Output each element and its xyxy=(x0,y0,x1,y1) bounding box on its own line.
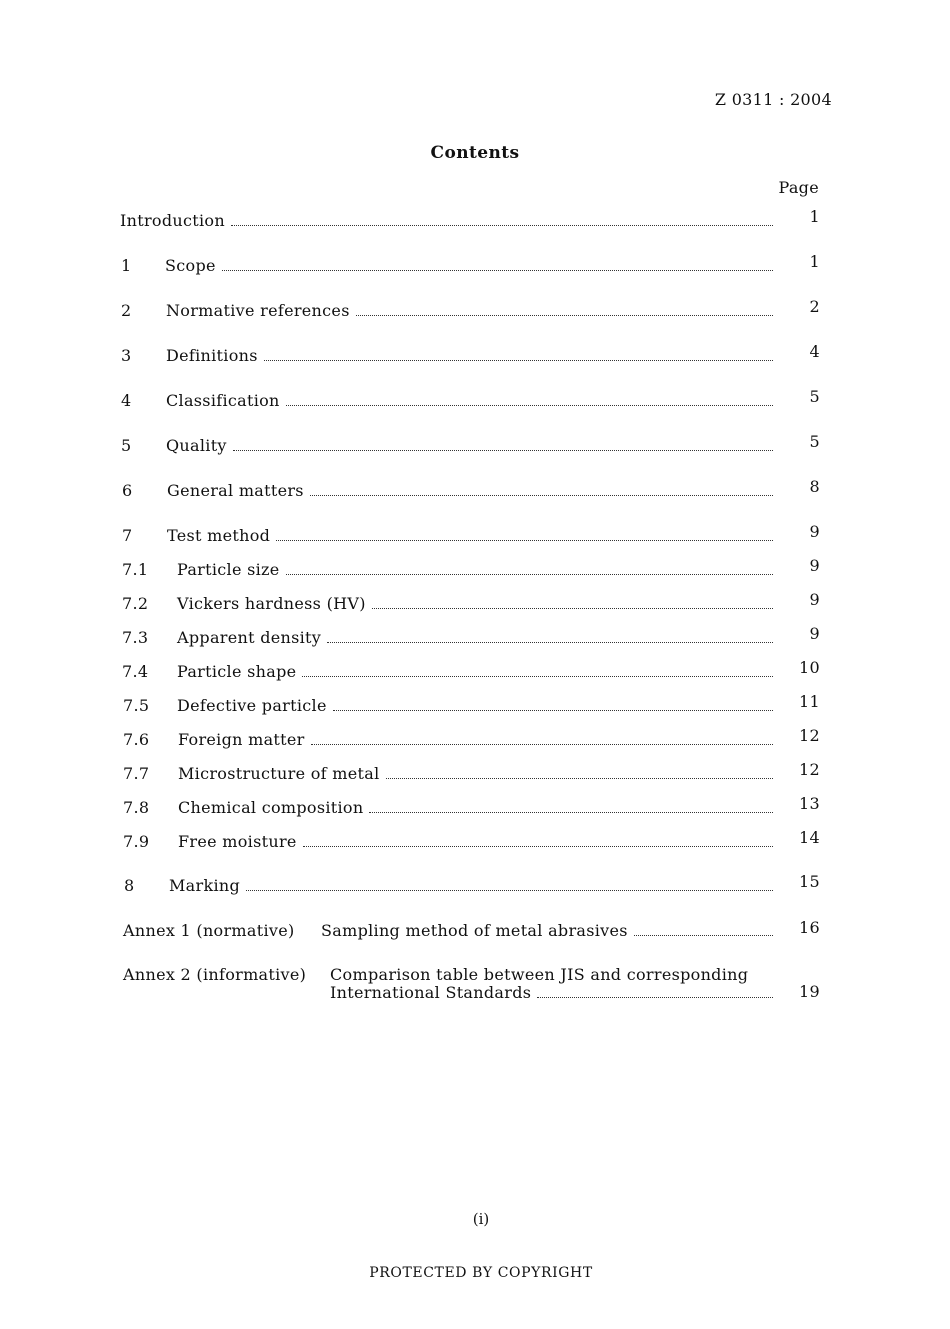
toc-entry-foreign-matter[interactable] xyxy=(120,726,820,752)
dot-leader xyxy=(286,574,773,575)
toc-entry-definitions[interactable] xyxy=(120,342,820,368)
toc-entry-number: 7.3 xyxy=(122,628,149,647)
page-title: Contents xyxy=(430,143,520,163)
toc-entry-annex-1[interactable] xyxy=(123,918,820,943)
dot-leader xyxy=(369,812,773,813)
annex-id: Annex 1 (normative) xyxy=(123,921,295,940)
dot-leader xyxy=(233,450,773,451)
toc-entry-number: 7.1 xyxy=(122,560,149,579)
dot-leader xyxy=(264,360,773,361)
toc-entry-number: 4 xyxy=(121,391,132,410)
toc-entry-particle-size[interactable] xyxy=(120,556,820,582)
toc-entry-label: Marking xyxy=(169,876,241,895)
toc-entry-page: 9 xyxy=(809,522,820,541)
toc-entry-label: Classification xyxy=(166,391,280,410)
dot-leader xyxy=(537,997,773,998)
toc-entry-scope[interactable] xyxy=(120,252,820,278)
toc-entry-page: 11 xyxy=(799,692,820,711)
toc-entry-number: 7.6 xyxy=(123,730,150,749)
toc-entry-label: Normative references xyxy=(166,301,350,320)
toc-entry-free-moisture[interactable] xyxy=(120,828,820,854)
toc-entry-test-method[interactable] xyxy=(120,522,820,548)
toc-entry-page: 5 xyxy=(809,387,820,406)
toc-entry-number: 7.2 xyxy=(122,594,149,613)
toc-entry-number: 5 xyxy=(121,436,132,455)
dot-leader xyxy=(222,270,773,271)
toc-entry-page: 9 xyxy=(809,556,820,575)
toc-entry-number: 8 xyxy=(124,876,135,895)
toc-entry-page: 9 xyxy=(809,624,820,643)
dot-leader xyxy=(356,315,773,316)
toc-entry-number: 3 xyxy=(121,346,132,365)
toc-entry-page: 12 xyxy=(799,760,820,779)
toc-entry-general-matters[interactable] xyxy=(120,477,820,503)
toc-entry-annex-2[interactable] xyxy=(123,965,820,1009)
toc-entry-number: 7.5 xyxy=(123,696,150,715)
dot-leader xyxy=(276,540,773,541)
toc-entry-page: 14 xyxy=(799,828,820,847)
toc-entry-page: 13 xyxy=(799,794,820,813)
dot-leader xyxy=(286,405,773,406)
toc-entry-label: Apparent density xyxy=(177,628,322,647)
toc-entry-label: Quality xyxy=(166,436,227,455)
toc-entry-particle-shape[interactable] xyxy=(120,658,820,684)
toc-entry-page: 9 xyxy=(809,590,820,609)
toc-entry-label: Scope xyxy=(165,256,216,275)
toc-entry-page: 2 xyxy=(809,297,820,316)
toc-entry-number: 7.7 xyxy=(123,764,150,783)
toc-entry-page: 1 xyxy=(809,252,820,271)
dot-leader xyxy=(302,676,773,677)
toc-entry-introduction[interactable] xyxy=(120,207,820,233)
dot-leader xyxy=(372,608,773,609)
toc-entry-apparent-density[interactable] xyxy=(120,624,820,650)
toc-entry-number: 2 xyxy=(121,301,132,320)
toc-entry-label: Test method xyxy=(167,526,271,545)
toc-entry-page: 4 xyxy=(809,342,820,361)
toc-entry-page: 19 xyxy=(799,982,820,1001)
toc-entry-label: Introduction xyxy=(120,211,225,230)
dot-leader xyxy=(634,935,773,936)
toc-entry-number: 7.4 xyxy=(122,662,149,681)
dot-leader xyxy=(246,890,773,891)
toc-entry-page: 12 xyxy=(799,726,820,745)
toc-entry-page: 16 xyxy=(799,918,820,937)
toc-entry-number: 7.8 xyxy=(123,798,150,817)
toc-entry-marking[interactable] xyxy=(120,872,820,898)
toc-entry-page: 15 xyxy=(799,872,820,891)
toc-entry-quality[interactable] xyxy=(120,432,820,458)
toc-entry-microstructure-of-metal[interactable] xyxy=(120,760,820,786)
annex-title-line: Sampling method of metal abrasives xyxy=(321,921,628,940)
toc-entry-normative-references[interactable] xyxy=(120,297,820,323)
toc-entry-defective-particle[interactable] xyxy=(120,692,820,718)
toc-entry-number: 7 xyxy=(122,526,133,545)
toc-entry-label: Particle size xyxy=(177,560,280,579)
toc-entry-page: 8 xyxy=(809,477,820,496)
annex-id: Annex 2 (informative) xyxy=(123,965,307,984)
dot-leader xyxy=(310,495,773,496)
toc-entry-number: 7.9 xyxy=(123,832,150,851)
dot-leader xyxy=(231,225,773,226)
annex-title-line: Comparison table between JIS and corresponding xyxy=(330,965,749,984)
annex-title-line: International Standards xyxy=(330,983,532,1002)
toc-entry-label: Microstructure of metal xyxy=(178,764,380,783)
dot-leader xyxy=(327,642,773,643)
dot-leader xyxy=(311,744,773,745)
page-folio: (i) xyxy=(472,1210,490,1228)
toc-entry-label: Defective particle xyxy=(177,696,327,715)
dot-leader xyxy=(333,710,773,711)
dot-leader xyxy=(303,846,773,847)
toc-entry-vickers-hardness[interactable] xyxy=(120,590,820,616)
toc-entry-label: Free moisture xyxy=(178,832,297,851)
toc-entry-label: Definitions xyxy=(166,346,258,365)
toc-entry-label: Chemical composition xyxy=(178,798,364,817)
copyright-notice: PROTECTED BY COPYRIGHT xyxy=(369,1265,593,1281)
toc-entry-label: General matters xyxy=(167,481,304,500)
toc-entry-page: 10 xyxy=(799,658,820,677)
page-column-label: Page xyxy=(778,178,819,197)
toc-entry-label: Foreign matter xyxy=(178,730,305,749)
dot-leader xyxy=(386,778,773,779)
toc-entry-page: 5 xyxy=(809,432,820,451)
toc-entry-number: 1 xyxy=(121,256,132,275)
document-code: Z 0311 : 2004 xyxy=(714,90,832,109)
toc-entry-chemical-composition[interactable] xyxy=(120,794,820,820)
toc-entry-label: Vickers hardness (HV) xyxy=(177,594,366,613)
toc-entry-number: 6 xyxy=(122,481,133,500)
toc-entry-classification[interactable] xyxy=(120,387,820,413)
toc-entry-label: Particle shape xyxy=(177,662,297,681)
toc-entry-page: 1 xyxy=(809,207,820,226)
